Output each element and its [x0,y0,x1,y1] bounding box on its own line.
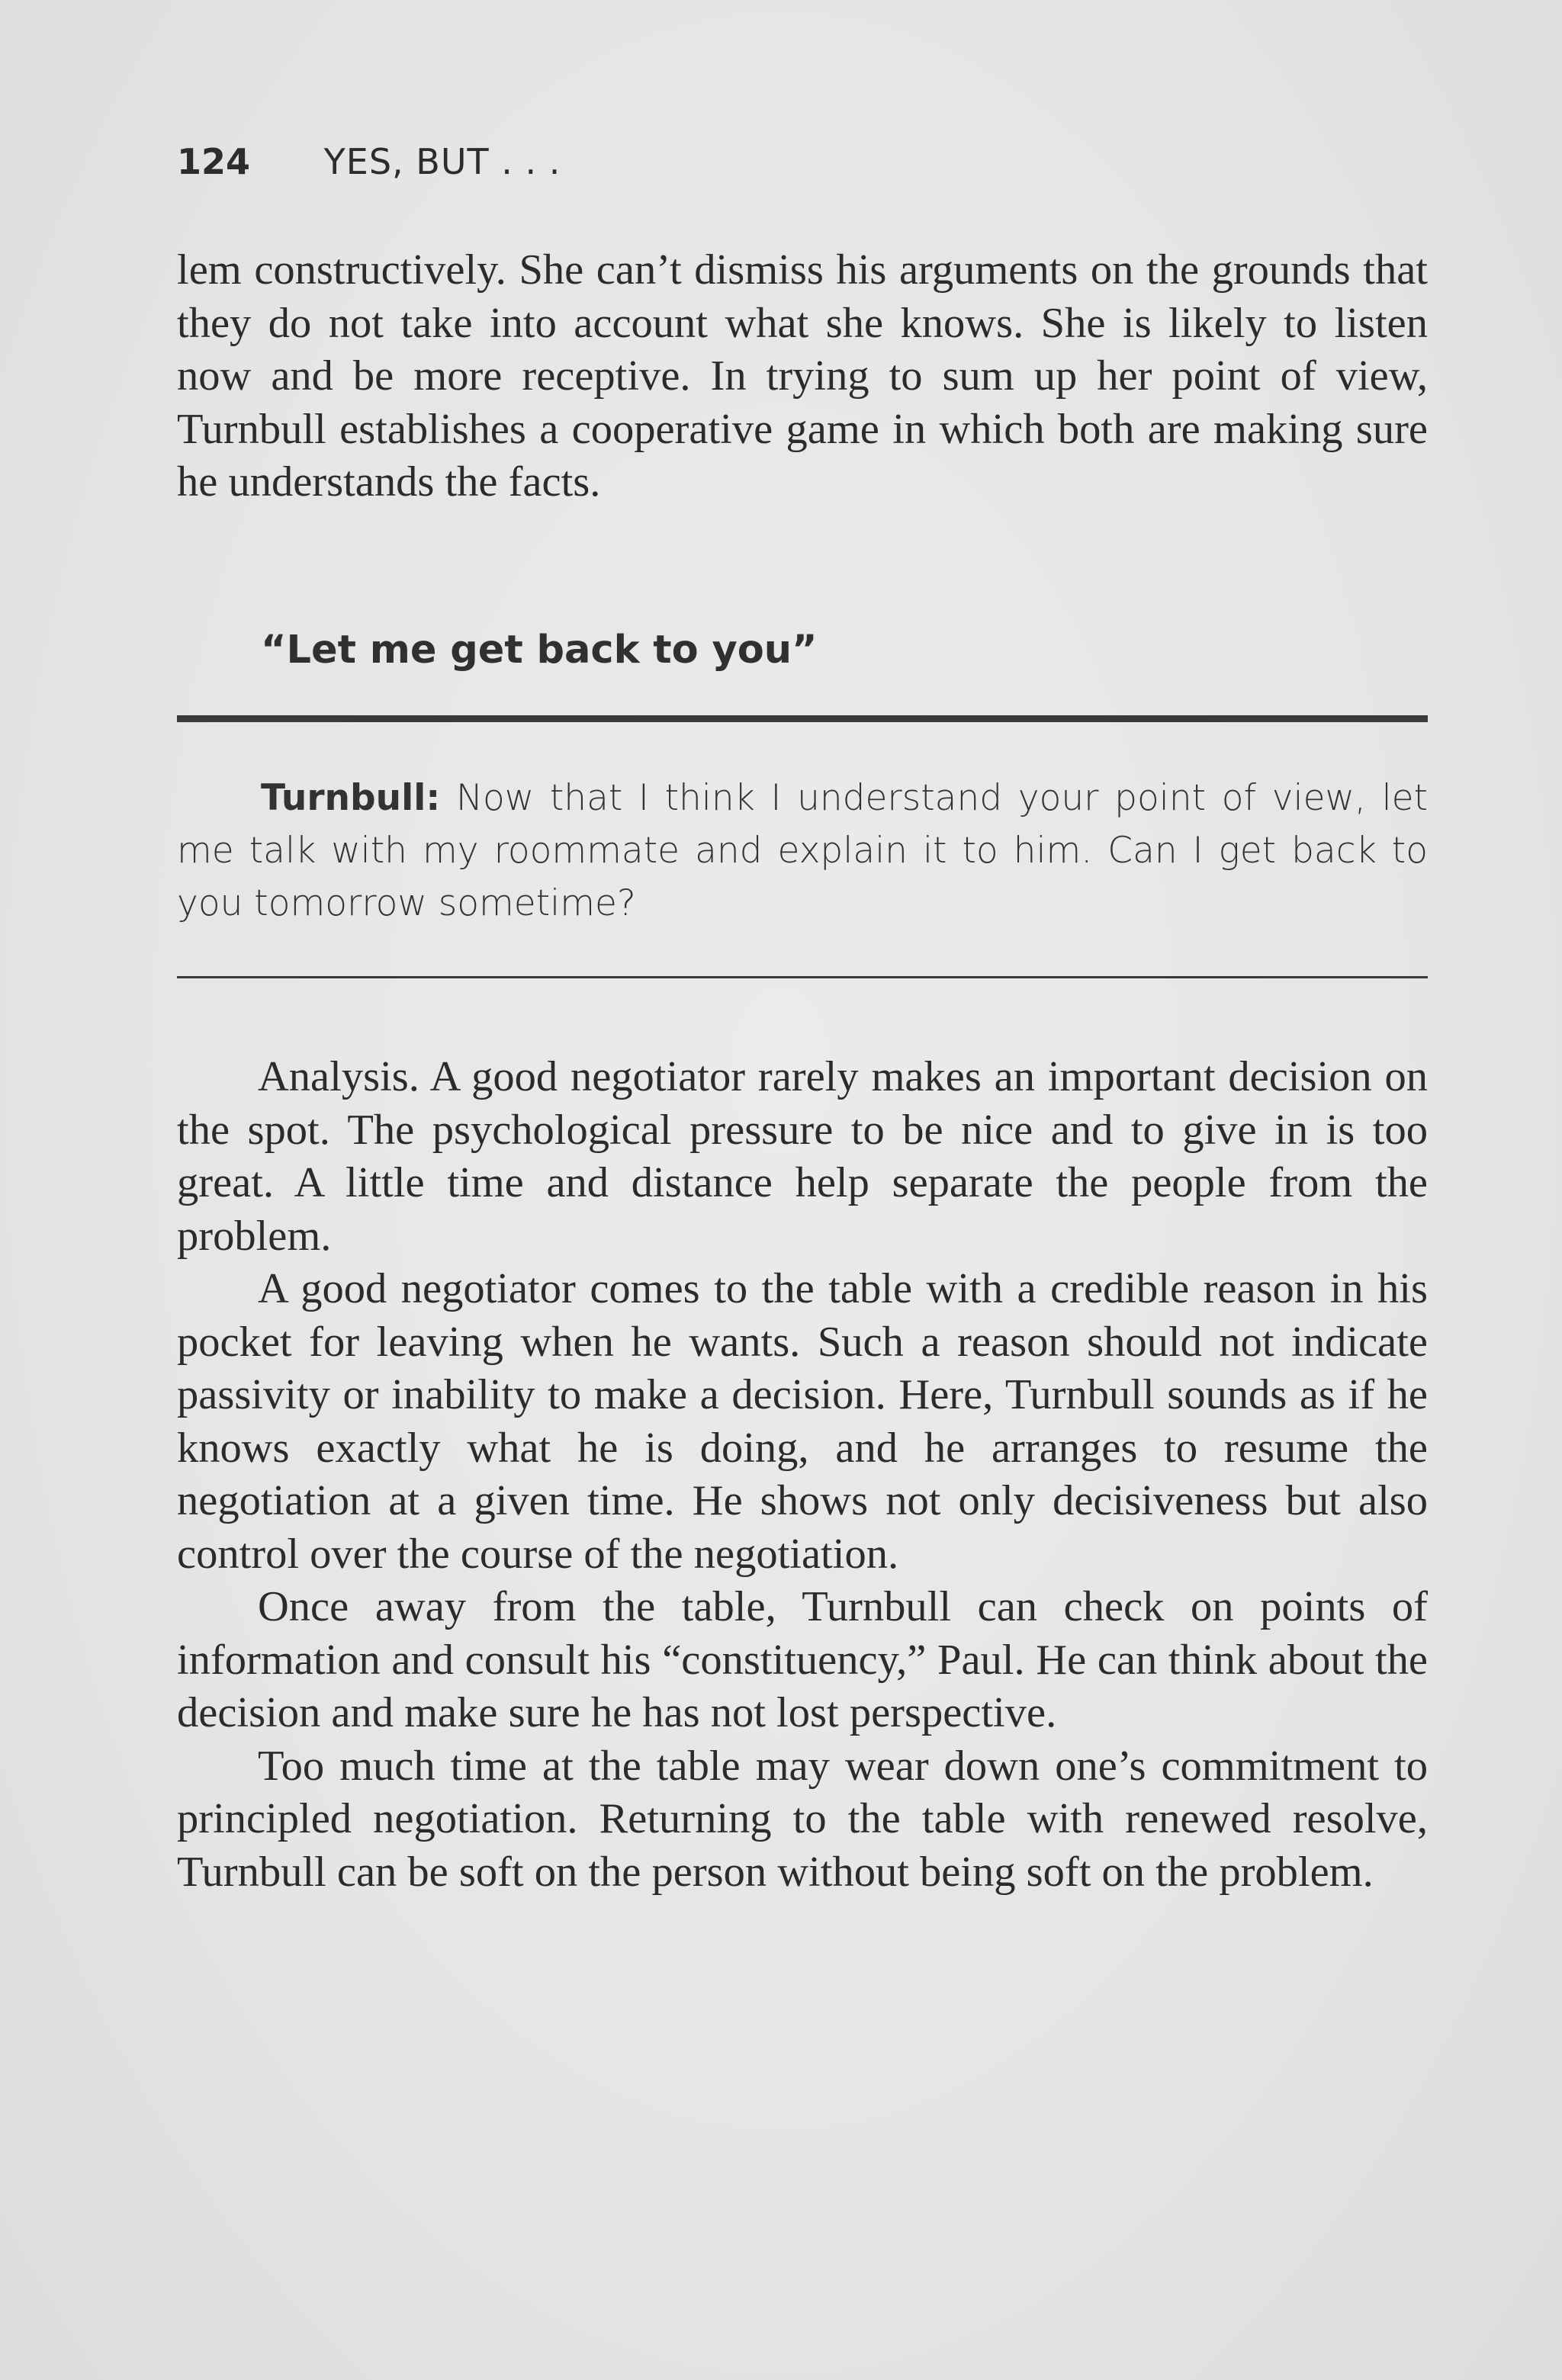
dialogue-text: Now that I think I understand your point of view, let me talk with my roommate and explain it to him. Can I get back to you tomorrow sometime? [177,777,1428,924]
page-number: 124 [177,141,251,182]
heading-rule-top [177,715,1428,722]
section-heading: “Let me get back to you” [261,628,818,673]
analysis-paragraph: Too much time at the table may wear down one’s commitment to principled negotiation. Returning to the table with renewed resolve, Turnbull can be soft on the person without being soft on the problem. [177,1742,1428,1896]
analysis-paragraph: A good negotiator comes to the table with a credible reason in his pocket for leaving when he wants. Such a reason should not indicate passivity or inability to make a decision. Here, Turnbull sounds as if he knows exactly what he is doing, and he arranges to resume the negotiation at a given time. He shows not only decisiveness but also control over the course of the negotiation. [177,1265,1428,1578]
dialogue-box [177,772,1428,930]
intro-paragraph: lem constructively. She can’t dismiss his arguments on the grounds that they do not take into account what she knows. She is likely to listen now and be more receptive. In trying to sum up her point of view, Turnbull establishes a cooperative game in which both are making sure he understands the facts. [177,246,1428,506]
analysis-text-block [177,1051,1428,1899]
analysis-paragraph: Analysis. A good negotiator rarely makes an important decision on the spot. The psychological pressure to be nice and to give in is too great. A little time and distance help separate the people from the problem. [177,1053,1428,1260]
speaker-name: Turnbull: [261,777,441,819]
intro-text-block [177,244,1428,509]
running-title: YES, BUT . . . [323,141,561,182]
analysis-paragraph: Once away from the table, Turnbull can check on points of information and consult his “constituency,” Paul. He can think about the decision and make sure he has not lost perspective. [177,1583,1428,1736]
dialogue-rule-bottom [177,976,1428,978]
running-head [177,131,561,192]
